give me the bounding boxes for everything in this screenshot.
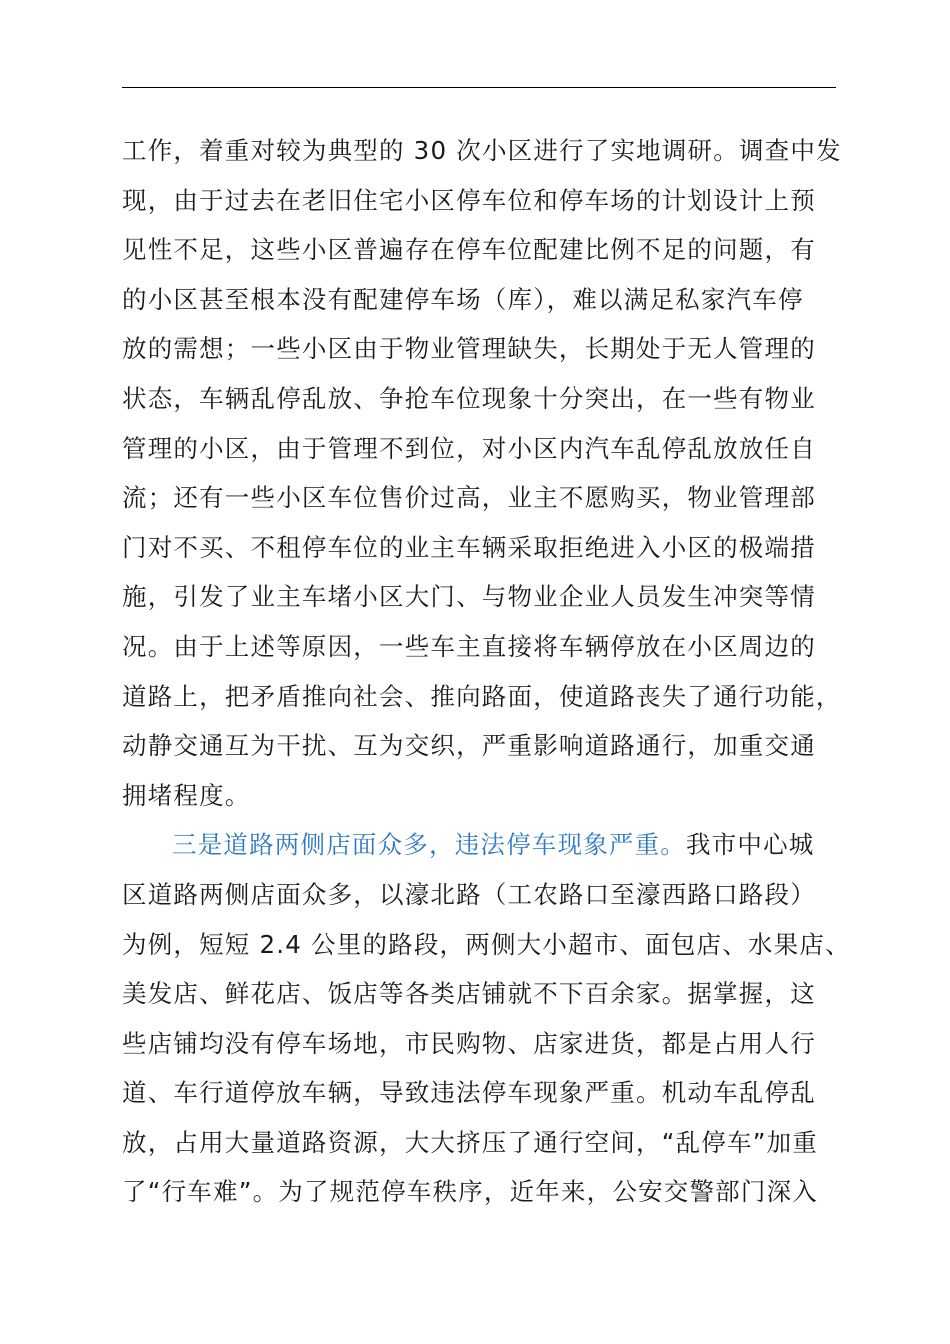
text-line: 拥堵程度。 [122, 780, 251, 810]
text-line: 况。由于上述等原因，一些车主直接将车辆停放在小区周边的 [122, 631, 816, 661]
paragraph-heading: 三是道路两侧店面众多，违法停车现象严重。 [172, 830, 686, 860]
text-line: 些店铺均没有停车场地，市民购物、店家进货，都是占用人行 [122, 1028, 816, 1058]
text-line: 为例，短短 2.4 公里的路段，两侧大小超市、面包店、水果店、 [122, 929, 851, 959]
text-line: 道路上，把矛盾推向社会、推向路面，使道路丧失了通行功能， [122, 681, 842, 711]
text-line: 门对不买、不租停车位的业主车辆采取拒绝进入小区的极端措 [122, 532, 816, 562]
text-line: 见性不足，这些小区普遍存在停车位配建比例不足的问题，有 [122, 235, 816, 265]
text-line: 道、车行道停放车辆，导致违法停车现象严重。机动车乱停乱 [122, 1078, 816, 1108]
text-line: 美发店、鲜花店、饭店等各类店铺就不下百余家。据掌握，这 [122, 979, 816, 1009]
text-line: 施，引发了业主车堵小区大门、与物业企业人员发生冲突等情 [122, 582, 816, 612]
text-line: 现，由于过去在老旧住宅小区停车位和停车场的计划设计上预 [122, 185, 816, 215]
text-line: 的小区甚至根本没有配建停车场（库），难以满足私家汽车停 [122, 284, 804, 314]
document-body [122, 126, 851, 1217]
header-rule [122, 87, 836, 88]
text-line: 管理的小区，由于管理不到位，对小区内汽车乱停乱放放任自 [122, 433, 816, 463]
paragraph-heading-tail: 我市中心城 [686, 830, 815, 860]
text-line: 工作，着重对较为典型的 30 次小区进行了实地调研。调查中发 [122, 136, 842, 165]
text-line: 放的需想；一些小区由于物业管理缺失，长期处于无人管理的 [122, 334, 816, 364]
text-line: 状态，车辆乱停乱放、争抢车位现象十分突出，在一些有物业 [122, 383, 816, 413]
text-line: 流；还有一些小区车位售价过高，业主不愿购买，物业管理部 [122, 483, 816, 513]
text-line: 了“行车难”。为了规范停车秩序，近年来，公安交警部门深入 [122, 1177, 818, 1207]
text-line: 动静交通互为干扰、互为交织，严重影响道路通行，加重交通 [122, 731, 816, 761]
text-line: 放，占用大量道路资源，大大挤压了通行空间，“乱停车”加重 [122, 1127, 818, 1157]
paragraph-2-first-line [122, 820, 836, 870]
text-line: 区道路两侧店面众多，以濠北路（工农路口至濠西路口路段） [122, 879, 816, 909]
